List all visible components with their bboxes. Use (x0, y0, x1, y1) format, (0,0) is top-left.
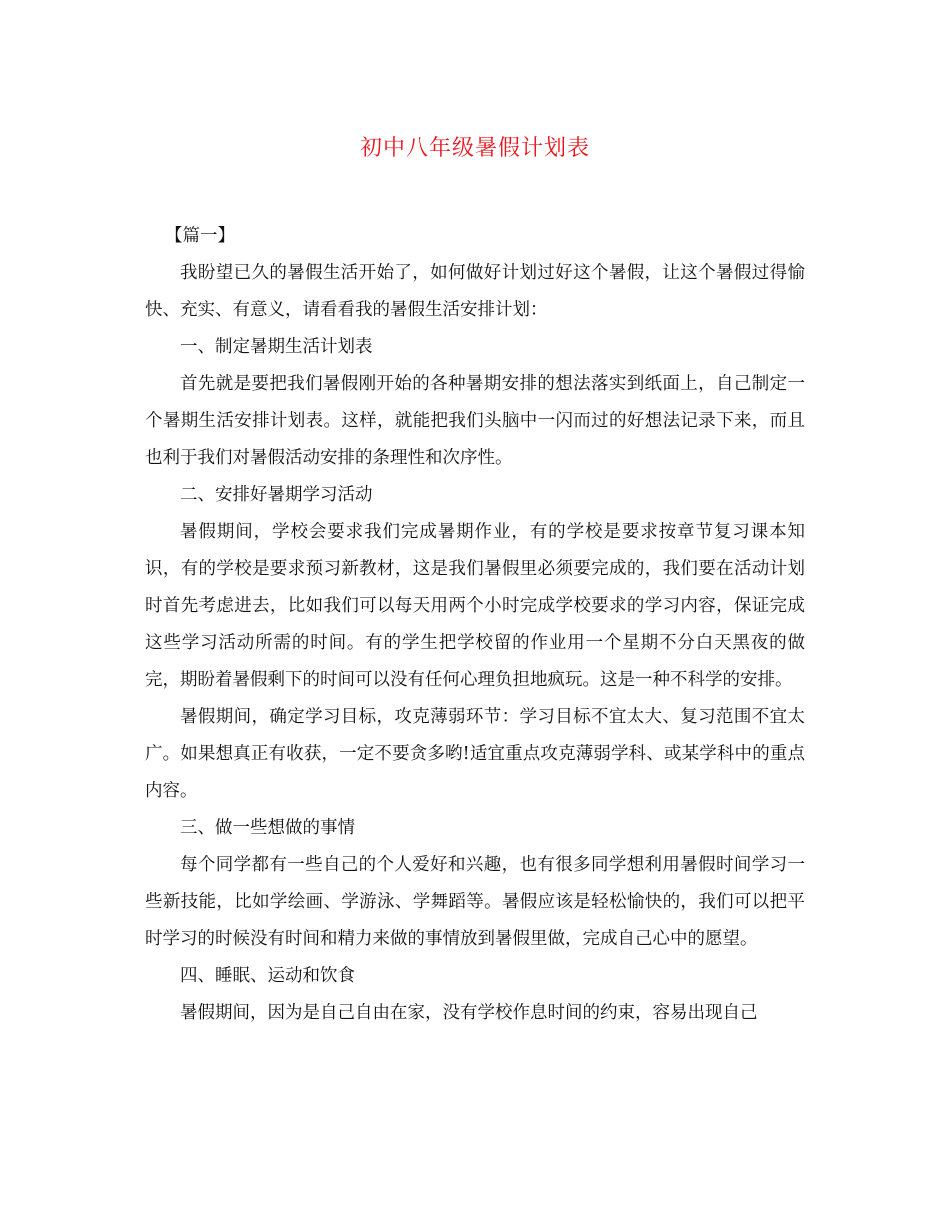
document-body (145, 218, 805, 1032)
paragraph: 暑假期间，因为是自己自由在家，没有学校作息时间的约束，容易出现自己 (180, 1003, 758, 1023)
section-heading: 四、睡眠、运动和饮食 (180, 966, 355, 986)
section-label: 【篇一】 (165, 226, 235, 246)
section-heading: 二、安排好暑期学习活动 (180, 485, 373, 505)
document-title: 初中八年级暑假计划表 (359, 136, 590, 161)
paragraph: 暑假期间，学校会要求我们完成暑期作业，有的学校是要求按章节复习课本知识，有的学校是要求预习新教材，这是我们暑假里必须要完成的，我们要在活动计划时首先考虑进去，比如我们可以每天用两个小时完成学校要求的学习内容，保证完成这些学习活动所需的时间。有的学生把学校留的作业用一个星期不分白天黑夜的做完，期盼着暑假剩下的时间可以没有任何心理负担地疯玩。这是一种不科学的安排。 (145, 522, 805, 690)
section-heading: 三、做一些想做的事情 (180, 818, 355, 838)
section-heading: 一、制定暑期生活计划表 (180, 337, 373, 357)
paragraph: 首先就是要把我们暑假刚开始的各种暑期安排的想法落实到纸面上，自己制定一个暑期生活安排计划表。这样，就能把我们头脑中一闪而过的好想法记录下来，而且也利于我们对暑假活动安排的条理性和次序性。 (145, 374, 805, 468)
paragraph: 暑假期间，确定学习目标，攻克薄弱环节：学习目标不宜太大、复习范围不宜太广。如果想真正有收获，一定不要贪多哟!适宜重点攻克薄弱学科、或某学科中的重点内容。 (145, 707, 805, 801)
paragraph: 我盼望已久的暑假生活开始了，如何做好计划过好这个暑假，让这个暑假过得愉快、充实、有意义，请看看我的暑假生活安排计划： (145, 263, 805, 320)
paragraph: 每个同学都有一些自己的个人爱好和兴趣，也有很多同学想利用暑假时间学习一些新技能，比如学绘画、学游泳、学舞蹈等。暑假应该是轻松愉快的，我们可以把平时学习的时候没有时间和精力来做的事情放到暑假里做，完成自己心中的愿望。 (145, 855, 805, 949)
